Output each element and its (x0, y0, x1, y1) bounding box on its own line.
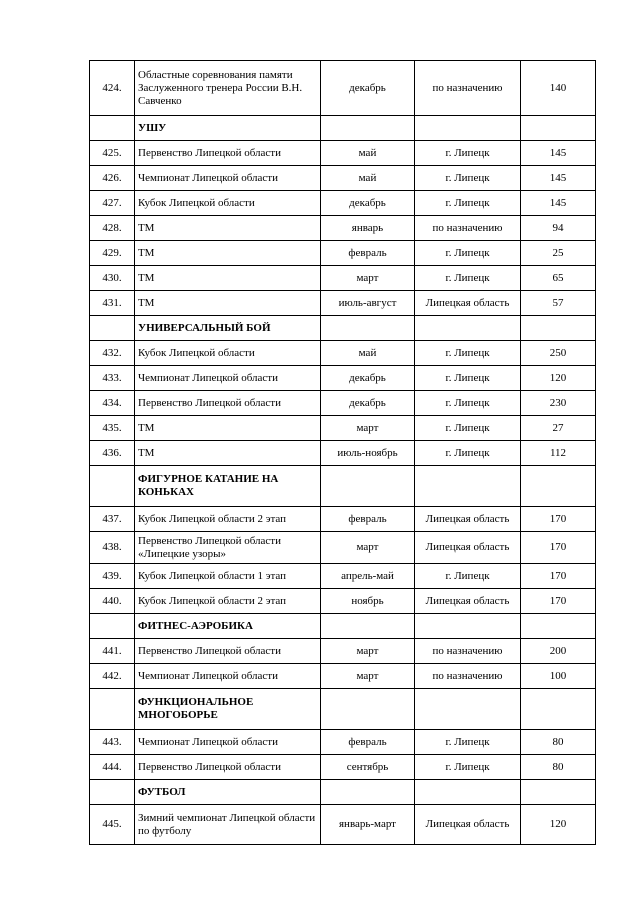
cell-num: 426. (90, 166, 135, 191)
cell-place (415, 316, 521, 341)
cell-name: ТМ (135, 416, 321, 441)
cell-name: Чемпионат Липецкой области (135, 664, 321, 689)
cell-date: март (321, 664, 415, 689)
table-row (90, 564, 596, 589)
cell-num: 439. (90, 564, 135, 589)
cell-count: 80 (521, 755, 596, 780)
cell-name: Чемпионат Липецкой области (135, 166, 321, 191)
section-title: ФУНКЦИОНАЛЬНОЕ МНОГОБОРЬЕ (135, 689, 321, 730)
cell-date: май (321, 341, 415, 366)
cell-date: июль-ноябрь (321, 441, 415, 466)
cell-count (521, 780, 596, 805)
table-row (90, 61, 596, 116)
cell-count (521, 689, 596, 730)
cell-place: Липецкая область (415, 532, 521, 564)
events-table (89, 60, 596, 845)
cell-place: по назначению (415, 664, 521, 689)
cell-count (521, 466, 596, 507)
cell-place (415, 466, 521, 507)
cell-num: 440. (90, 589, 135, 614)
section-header-row (90, 466, 596, 507)
cell-count: 170 (521, 532, 596, 564)
cell-name: Первенство Липецкой области (135, 391, 321, 416)
cell-date: декабрь (321, 61, 415, 116)
cell-date: февраль (321, 507, 415, 532)
cell-num: 435. (90, 416, 135, 441)
table-row (90, 755, 596, 780)
cell-name: Чемпионат Липецкой области (135, 366, 321, 391)
cell-place: г. Липецк (415, 391, 521, 416)
section-header-row (90, 116, 596, 141)
cell-count: 25 (521, 241, 596, 266)
cell-date (321, 614, 415, 639)
cell-name: ТМ (135, 441, 321, 466)
section-header-row (90, 780, 596, 805)
cell-name: Первенство Липецкой области (135, 141, 321, 166)
table-row (90, 366, 596, 391)
cell-num: 438. (90, 532, 135, 564)
section-header-row (90, 614, 596, 639)
cell-date: май (321, 141, 415, 166)
cell-place: г. Липецк (415, 166, 521, 191)
cell-name: Первенство Липецкой области (135, 639, 321, 664)
cell-num: 437. (90, 507, 135, 532)
section-title: УНИВЕРСАЛЬНЫЙ БОЙ (135, 316, 321, 341)
cell-num: 444. (90, 755, 135, 780)
cell-num: 442. (90, 664, 135, 689)
table-row (90, 639, 596, 664)
cell-place: Липецкая область (415, 589, 521, 614)
table-row (90, 416, 596, 441)
cell-place: г. Липецк (415, 564, 521, 589)
cell-date: январь-март (321, 805, 415, 845)
cell-count: 200 (521, 639, 596, 664)
cell-num: 429. (90, 241, 135, 266)
cell-count: 140 (521, 61, 596, 116)
cell-name: Первенство Липецкой области «Липецкие узоры» (135, 532, 321, 564)
cell-num (90, 780, 135, 805)
cell-name: ТМ (135, 291, 321, 316)
cell-num: 425. (90, 141, 135, 166)
cell-num (90, 466, 135, 507)
cell-name: ТМ (135, 216, 321, 241)
section-title: УШУ (135, 116, 321, 141)
cell-num (90, 116, 135, 141)
cell-date: сентябрь (321, 755, 415, 780)
table-row (90, 730, 596, 755)
cell-name: Зимний чемпионат Липецкой области по футболу (135, 805, 321, 845)
cell-place: г. Липецк (415, 341, 521, 366)
table-row (90, 216, 596, 241)
cell-date (321, 316, 415, 341)
table-row (90, 805, 596, 845)
cell-num: 427. (90, 191, 135, 216)
cell-name: Кубок Липецкой области 1 этап (135, 564, 321, 589)
table-row (90, 664, 596, 689)
cell-place: по назначению (415, 639, 521, 664)
cell-place: по назначению (415, 61, 521, 116)
cell-count: 170 (521, 507, 596, 532)
section-title: ФИТНЕС-АЭРОБИКА (135, 614, 321, 639)
cell-place: г. Липецк (415, 266, 521, 291)
cell-count: 170 (521, 589, 596, 614)
cell-place: Липецкая область (415, 291, 521, 316)
cell-name: Кубок Липецкой области (135, 341, 321, 366)
cell-place: г. Липецк (415, 416, 521, 441)
cell-count (521, 614, 596, 639)
cell-date: декабрь (321, 391, 415, 416)
cell-date: декабрь (321, 366, 415, 391)
cell-count: 120 (521, 366, 596, 391)
cell-count: 120 (521, 805, 596, 845)
cell-count (521, 316, 596, 341)
cell-num: 431. (90, 291, 135, 316)
cell-num (90, 316, 135, 341)
cell-name: Кубок Липецкой области (135, 191, 321, 216)
table-row (90, 266, 596, 291)
cell-count: 230 (521, 391, 596, 416)
table-row (90, 391, 596, 416)
cell-num: 424. (90, 61, 135, 116)
cell-count: 170 (521, 564, 596, 589)
cell-date: март (321, 416, 415, 441)
cell-count: 57 (521, 291, 596, 316)
cell-name: Кубок Липецкой области 2 этап (135, 507, 321, 532)
cell-date: декабрь (321, 191, 415, 216)
cell-date: февраль (321, 241, 415, 266)
table-row (90, 507, 596, 532)
cell-place: г. Липецк (415, 141, 521, 166)
cell-date: март (321, 532, 415, 564)
cell-count: 145 (521, 191, 596, 216)
cell-num: 441. (90, 639, 135, 664)
cell-date (321, 116, 415, 141)
table-row (90, 589, 596, 614)
cell-date: июль-август (321, 291, 415, 316)
cell-num (90, 689, 135, 730)
cell-num: 443. (90, 730, 135, 755)
cell-name: ТМ (135, 266, 321, 291)
cell-count: 65 (521, 266, 596, 291)
cell-name: Областные соревнования памяти Заслуженного тренера России В.Н. Савченко (135, 61, 321, 116)
table-row (90, 341, 596, 366)
table-row (90, 291, 596, 316)
cell-date: май (321, 166, 415, 191)
cell-place: г. Липецк (415, 755, 521, 780)
cell-place (415, 780, 521, 805)
cell-place: Липецкая область (415, 507, 521, 532)
cell-name: Первенство Липецкой области (135, 755, 321, 780)
cell-name: Чемпионат Липецкой области (135, 730, 321, 755)
cell-place (415, 116, 521, 141)
table-row (90, 532, 596, 564)
cell-date: февраль (321, 730, 415, 755)
section-title: ФИГУРНОЕ КАТАНИЕ НА КОНЬКАХ (135, 466, 321, 507)
table-row (90, 191, 596, 216)
cell-date: январь (321, 216, 415, 241)
cell-place: г. Липецк (415, 441, 521, 466)
cell-num: 432. (90, 341, 135, 366)
cell-num: 445. (90, 805, 135, 845)
cell-date: март (321, 639, 415, 664)
cell-count: 145 (521, 166, 596, 191)
cell-num: 434. (90, 391, 135, 416)
cell-place: г. Липецк (415, 191, 521, 216)
cell-place (415, 614, 521, 639)
cell-num (90, 614, 135, 639)
cell-count: 112 (521, 441, 596, 466)
cell-count: 94 (521, 216, 596, 241)
cell-count: 250 (521, 341, 596, 366)
cell-place: г. Липецк (415, 241, 521, 266)
cell-count: 27 (521, 416, 596, 441)
cell-date: ноябрь (321, 589, 415, 614)
cell-count (521, 116, 596, 141)
cell-date: апрель-май (321, 564, 415, 589)
cell-num: 436. (90, 441, 135, 466)
cell-name: Кубок Липецкой области 2 этап (135, 589, 321, 614)
cell-count: 145 (521, 141, 596, 166)
cell-date: март (321, 266, 415, 291)
cell-place (415, 689, 521, 730)
cell-num: 430. (90, 266, 135, 291)
cell-num: 433. (90, 366, 135, 391)
cell-num: 428. (90, 216, 135, 241)
events-table-body (90, 61, 596, 845)
section-header-row (90, 316, 596, 341)
cell-place: г. Липецк (415, 730, 521, 755)
section-title: ФУТБОЛ (135, 780, 321, 805)
cell-name: ТМ (135, 241, 321, 266)
cell-count: 80 (521, 730, 596, 755)
cell-place: по назначению (415, 216, 521, 241)
cell-place: г. Липецк (415, 366, 521, 391)
cell-date (321, 780, 415, 805)
cell-date (321, 466, 415, 507)
cell-count: 100 (521, 664, 596, 689)
table-row (90, 441, 596, 466)
table-row (90, 241, 596, 266)
table-row (90, 141, 596, 166)
section-header-row (90, 689, 596, 730)
table-row (90, 166, 596, 191)
cell-place: Липецкая область (415, 805, 521, 845)
cell-date (321, 689, 415, 730)
